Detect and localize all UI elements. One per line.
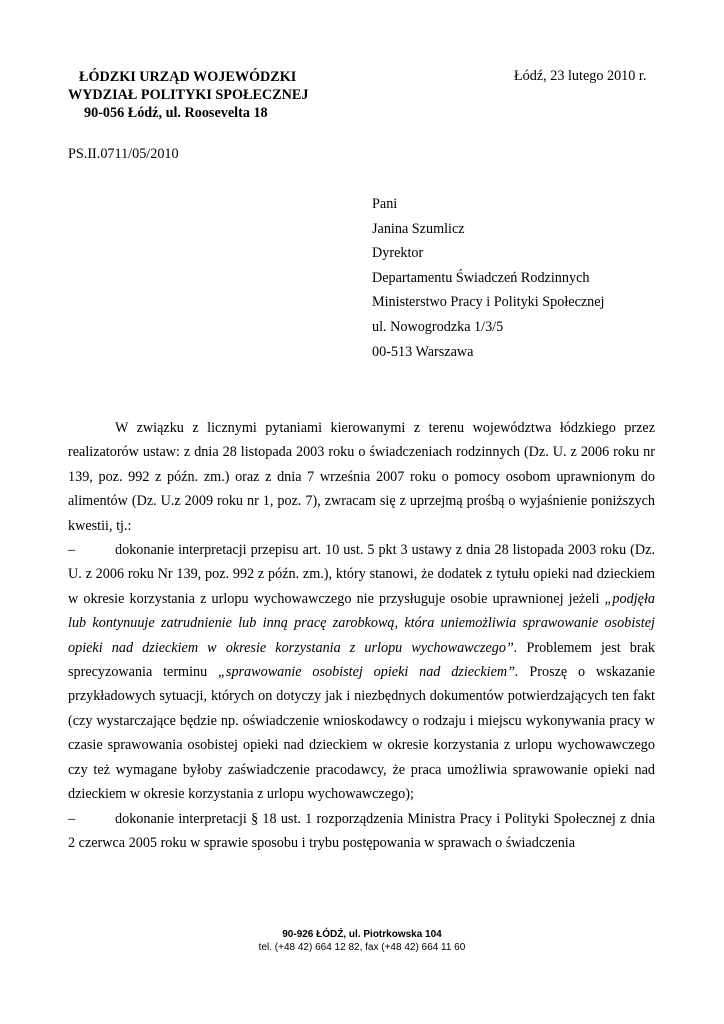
- letter-body: [68, 416, 655, 855]
- list-item: [68, 807, 655, 856]
- reference-number: PS.II.0711/05/2010: [68, 146, 179, 162]
- footer-contact: tel. (+48 42) 664 12 82, fax (+48 42) 664 11 60: [258, 942, 466, 953]
- recipient-ministry: Ministerstwo Pracy i Polityki Społecznej: [372, 294, 605, 311]
- item1-term: „sprawowanie osobistej opieki nad dzieckiem”.: [218, 664, 519, 681]
- page-footer: [0, 928, 724, 954]
- sender-address: 90-056 Łódź, ul. Roosevelta 18: [84, 105, 268, 121]
- letter-date: Łódź, 23 lutego 2010 r.: [514, 68, 647, 84]
- item2-text: dokonanie interpretacji § 18 ust. 1 rozporządzenia Ministra Pracy i Polityki Społecznej z dnia 2 czerwca 2005 roku w sprawie sposobu i trybu postępowania w sprawach o świadczenia: [68, 810, 655, 851]
- recipient-salutation: Pani: [372, 196, 398, 212]
- item1-text-c: Proszę o wskazanie przykładowych sytuacji, których on dotyczy jak i niezbędnych dokumentów potwierdzających ten fakt (czy wystarczające będzie np. oświadczenie wnioskodawcy o rodzaju i miejscu wykonywania pracy w czasie sprawowania osobistej opieki nad dzieckiem w okresie korzystania z urlopu wychowawczego czy też wymagane byłoby zaświadczenie pracodawcy, że praca umożliwia sprawowanie opieki nad dzieckiem w okresie korzystania z urlopu wychowawczego);: [68, 664, 655, 803]
- intro-paragraph: W związku z licznymi pytaniami kierowanymi z terenu województwa łódzkiego przez realizatorów ustaw: z dnia 28 listopada 2003 roku o świadczeniach rodzinnych (Dz. U. z 2006 roku nr 139, poz. 992 z późn. zm.) oraz z dnia 7 września 2007 roku o pomocy osobom uprawnionym do alimentów (Dz. U.z 2009 roku nr 1, poz. 7), zwracam się z uprzejmą prośbą o wyjaśnienie poniższych kwestii, tj.:: [68, 420, 655, 534]
- list-item-text: [68, 538, 655, 806]
- list-item: [68, 538, 655, 806]
- item1-text-b: Problemem jest brak sprecyzowania terminu: [68, 639, 655, 681]
- item1-text-a: dokonanie interpretacji przepisu art. 10 ust. 5 pkt 3 ustawy z dnia 28 listopada 2003 roku (Dz. U. z 2006 roku Nr 139, poz. 992 z późn. zm.), który stanowi, że dodatek z tytułu opieki nad dzieckiem w okresie korzystania z urlopu wychowawczego nie przysługuje osobie uprawnionej jeżeli: [68, 542, 655, 607]
- recipient-department: Departamentu Świadczeń Rodzinnych: [372, 269, 590, 286]
- recipient-street: ul. Nowogrodzka 1/3/5: [372, 318, 504, 335]
- recipient-block: [372, 192, 605, 364]
- recipient-title: Dyrektor: [372, 245, 424, 262]
- footer-address: 90-926 ŁÓDŹ, ul. Piotrkowska 104: [282, 929, 442, 940]
- list-dash: –: [68, 542, 76, 559]
- item1-quote: „podjęła lub kontynuuje zatrudnienie lub inną pracę zarobkową, która uniemożliwia sprawowanie osobistej opieki nad dzieckiem w okresie korzystania z urlopu wychowawczego”.: [68, 590, 655, 656]
- sender-department: WYDZIAŁ POLITYKI SPOŁECZNEJ: [68, 87, 309, 103]
- sender-office: ŁÓDZKI URZĄD WOJEWÓDZKI: [79, 69, 297, 85]
- list-dash: –: [68, 810, 76, 827]
- recipient-city: 00-513 Warszawa: [372, 343, 474, 360]
- recipient-name: Janina Szumlicz: [372, 220, 465, 237]
- sender-header: [68, 68, 308, 122]
